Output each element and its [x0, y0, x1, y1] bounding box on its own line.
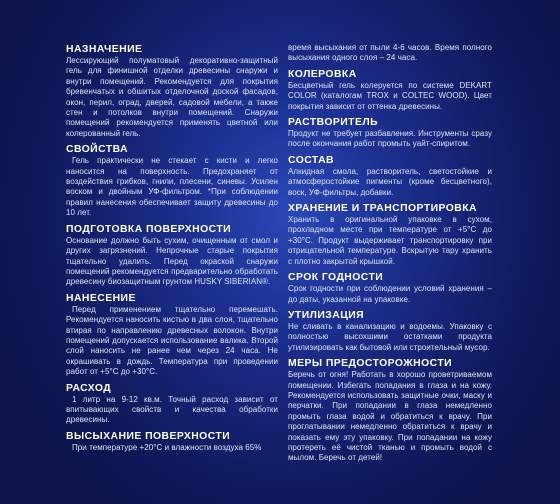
- section-text: Продукт не требует разбавления. Инструменты сразу после окончания работ промыть уайт-спиритом.: [288, 129, 492, 149]
- section-heading: МЕРЫ ПРЕДОСТОРОЖНОСТИ: [288, 358, 453, 370]
- section-precautions: [288, 358, 492, 464]
- section-heading: СРОК ГОДНОСТИ: [288, 272, 384, 284]
- section-application: [66, 293, 278, 378]
- section-text: Алкидная смола, растворитель, светостойкие и атмосферостойкие пигменты (кроме бесцветного), воск, УФ-фильтры, добавки.: [288, 166, 492, 197]
- section-text: Хранить в оригинальной упаковке в сухом, прохладном месте при температуре от +5°С до +30°С. Продукт выдерживает транспортировку при отрицательной температуре. Вскрытую тару хранить с плотно закрытой крышкой.: [288, 215, 492, 266]
- section-shelf-life: [288, 272, 492, 305]
- section-text: Лессирующий полуматовый декоративно-защитный гель для финишной отделки древесины снаружи и внутри помещений. Рекомендуется для покрытия бревенчатых и обшитых отделочной доской фасадов, окон, перил, оград, дверей, садовой мебели, а также стен и потолков внутри помещений. Снаружи помещений рекомендуется применять цветной или колерованный гель.: [66, 56, 278, 138]
- left-column: [66, 42, 278, 453]
- section-heading: ВЫСЫХАНИЕ ПОВЕРХНОСТИ: [66, 430, 231, 442]
- section-text: Не сливать в канализацию и водоемы. Упаковку с полностью высохшими остатками продукта утилизировать как бытовой или строительный мусор.: [288, 321, 492, 352]
- section-heading: ПОДГОТОВКА ПОВЕРХНОСТИ: [66, 223, 232, 235]
- section-storage: [288, 203, 492, 267]
- right-column: [288, 43, 492, 464]
- section-heading: СОСТАВ: [288, 154, 334, 166]
- section-disposal: [288, 310, 492, 353]
- section-composition: [288, 155, 492, 198]
- section-heading: ХРАНЕНИЕ И ТРАНСПОРТИРОВКА: [288, 203, 477, 215]
- section-text: Гель практически не стекает с кисти и легко наносится на поверхность. Предохраняет от воздействия грибков, гнили, плесени, синевы. Усилен воском и двойным УФ-фильтром. *При соблюдении правил нанесения обеспечивает защиту древесины до 10 лет.: [66, 156, 278, 218]
- section-heading: НАНЕСЕНИЕ: [66, 292, 136, 304]
- section-text: Срок годности при соблюдении условий хранения – до даты, указанной на упаковке.: [288, 284, 492, 304]
- section-heading: КОЛЕРОВКА: [288, 68, 357, 80]
- section-properties: [66, 144, 278, 218]
- section-text: Бесцветный гель колеруется по системе DEKART COLOR (каталогам TROX и COLTEC WOOD). Цвет покрытия зависит от оттенка древесины.: [288, 80, 492, 111]
- section-consumption: [66, 383, 278, 426]
- section-heading: РАСХОД: [66, 382, 112, 394]
- section-text: 1 литр на 9-12 кв.м. Точный расход зависит от впитывающих свойств и качества обработки древесины.: [66, 394, 278, 425]
- section-heading: РАСТВОРИТЕЛЬ: [288, 117, 379, 129]
- section-tinting: [288, 69, 492, 112]
- drying-continued-text: время высыхания от пыли 4-6 часов. Время полного высыхания одного слоя – 24 часа.: [288, 43, 492, 63]
- section-heading: УТИЛИЗАЦИЯ: [288, 309, 365, 321]
- section-text: При температуре +20°С и влажности воздуха 65%: [72, 442, 262, 452]
- section-text: Перед применением тщательно перемешать. Рекомендуется наносить кистью в два слоя, тщательно втирая по направлению древесных волокон. Внутри помещений допускается использование валика. Второй слой наносить не ранее чем через 24 часа. Не окрашивать в дождь. Температура при проведении работ от +5°С до +30°С.: [66, 304, 278, 377]
- section-text: Основание должно быть сухим, очищенным от смол и других загрязнений. Непрочные старые покрытия тщательно удалить. Перед окраской снаружи помещений рекомендуется предварительно обработать древесину биозащитным грунтом HUSKY SIBERIAN®.: [66, 235, 278, 287]
- section-drying: [66, 431, 278, 453]
- section-text: Беречь от огня! Работать в хорошо проветриваемом помещении. Избегать попадания в глаза и на кожу. Рекомендуется использовать защитные очки, маску и перчатки. При попадании в глаза немедленно промыть глаза водой и обратиться к врачу. При проглатывании немедленно обратиться к врачу и показать ему эту упаковку. При попадании на кожу протереть её чистой тканью и промыть водой с мылом. Беречь от детей!: [288, 370, 492, 463]
- section-heading: СВОЙСТВА: [66, 144, 128, 156]
- section-purpose: [66, 44, 278, 139]
- section-surface-prep: [66, 224, 278, 288]
- section-solvent: [288, 117, 492, 150]
- section-heading: НАЗНАЧЕНИЕ: [66, 44, 143, 55]
